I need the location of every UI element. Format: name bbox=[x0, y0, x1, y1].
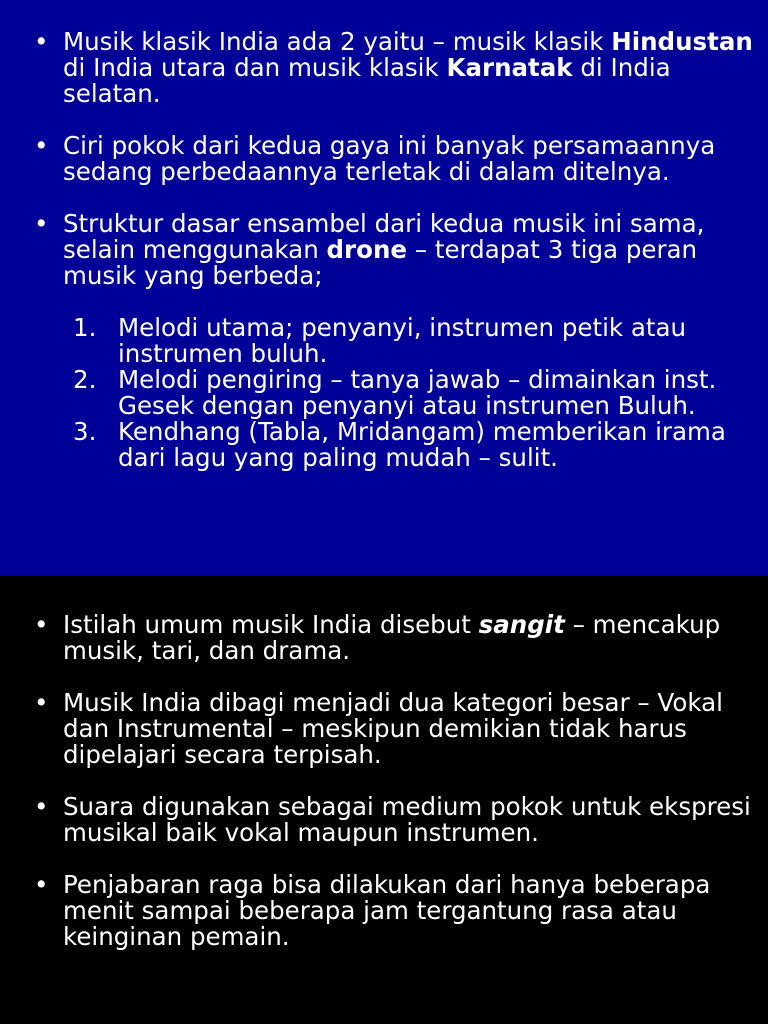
item-text: Kendhang (Tabla, Mridangam) memberikan irama dari lagu yang paling mudah – sulit. bbox=[118, 417, 726, 472]
bold-term-drone: drone bbox=[326, 235, 408, 264]
bullet-text: Istilah umum musik India disebut bbox=[63, 610, 479, 639]
bold-term-hindustan: Hindustan bbox=[611, 27, 753, 56]
bullet-dot-icon: • bbox=[34, 610, 49, 639]
item-number: 3. bbox=[73, 417, 97, 446]
bullet-dot-icon: • bbox=[34, 870, 49, 899]
bullet-text: Ciri pokok dari kedua gaya ini banyak persamaannya sedang perbedaannya terletak di dalam ditelnya. bbox=[63, 131, 716, 186]
item-number: 2. bbox=[73, 365, 97, 394]
bullet-text: Struktur dasar ensambel dari kedua musik ini sama, selain menggunakan bbox=[63, 209, 705, 264]
music-roles-list bbox=[63, 315, 754, 471]
bullet-dot-icon: • bbox=[34, 209, 49, 238]
bullet-text: Musik India dibagi menjadi dua kategori besar – Vokal dan Instrumental – meskipun demikian tidak harus dipelajari secara terpisah. bbox=[63, 688, 723, 769]
bullet-item-ensemble-structure bbox=[34, 211, 754, 471]
bullet-item-style-comparison bbox=[34, 133, 754, 185]
top-bullet-list bbox=[34, 29, 754, 497]
bullet-text: Penjabaran raga bisa dilakukan dari hanya beberapa menit sampai beberapa jam tergantung rasa atau keinginan pemain. bbox=[63, 870, 711, 951]
bullet-item-raga bbox=[34, 872, 754, 950]
bottom-bullet-list bbox=[34, 612, 754, 976]
numbered-item-main-melody bbox=[63, 315, 754, 367]
numbered-item-accompanying-melody bbox=[63, 367, 754, 419]
bullet-dot-icon: • bbox=[34, 27, 49, 56]
numbered-item-drum-rhythm bbox=[63, 419, 754, 471]
item-text: Melodi pengiring – tanya jawab – dimainkan inst. Gesek dengan penyanyi atau instrumen Buluh. bbox=[118, 365, 717, 420]
item-text: Melodi utama; penyanyi, instrumen petik atau instrumen buluh. bbox=[118, 313, 687, 368]
slide-bottom bbox=[0, 576, 768, 1024]
bullet-text: – terdapat 3 tiga peran musik yang berbeda; bbox=[63, 235, 698, 290]
bullet-item-sangit bbox=[34, 612, 754, 664]
bold-italic-term-sangit: sangit bbox=[478, 610, 565, 639]
bullet-text: di India utara dan musik klasik bbox=[63, 53, 447, 82]
bullet-dot-icon: • bbox=[34, 131, 49, 160]
bullet-item-categories bbox=[34, 690, 754, 768]
bullet-dot-icon: • bbox=[34, 792, 49, 821]
bold-term-karnatak: Karnatak bbox=[446, 53, 573, 82]
bullet-text: – mencakup musik, tari, dan drama. bbox=[63, 610, 721, 665]
bullet-item-voice-medium bbox=[34, 794, 754, 846]
item-number: 1. bbox=[73, 313, 97, 342]
bullet-text: Musik klasik India ada 2 yaitu – musik klasik bbox=[63, 27, 612, 56]
bullet-dot-icon: • bbox=[34, 688, 49, 717]
bullet-item-classical-music bbox=[34, 29, 754, 107]
bullet-text: Suara digunakan sebagai medium pokok untuk ekspresi musikal baik vokal maupun instrumen. bbox=[63, 792, 751, 847]
bullet-text: di India selatan. bbox=[63, 53, 671, 108]
